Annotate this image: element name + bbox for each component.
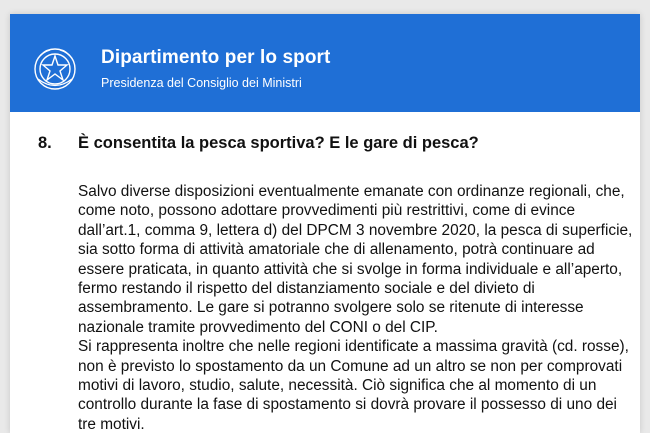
- department-subtitle: Presidenza del Consiglio dei Ministri: [101, 76, 302, 90]
- faq-question: [38, 134, 630, 153]
- page-card: [10, 14, 640, 433]
- faq-answer-paragraph-1: Salvo diverse disposizioni eventualmente emanate con ordinanze regionali, che, come noto, possono adottare provvedimenti più restrittivi, come di evince dall’art.1, comma 9, lettera d) del DPCM 3 novembre 2020, la pesca di superficie, sia sotto forma di attività amatoriale che di allenamento, potrà continuare ad essere praticata, in quanto attività che si svolge in forma individuale e all’aperto, fermo restando il rispetto del distanziamento sociale e del divieto di assembramento. Le gare si potranno svolgere solo se ritenute di interesse nazionale tramite provvedimento del CONI o del CIP.: [78, 183, 633, 336]
- faq-answer: [78, 182, 638, 433]
- faq-number: 8.: [38, 134, 52, 152]
- italian-republic-emblem-icon[interactable]: [32, 46, 78, 92]
- department-title[interactable]: Dipartimento per lo sport: [101, 47, 331, 68]
- faq-answer-paragraph-2: Si rappresenta inoltre che nelle regioni identificate a massima gravità (cd. rosse), non è previsto lo spostamento da un Comune ad un altro se non per comprovati motivi di lavoro, studio, salute, necessità. Ciò significa che al momento di un controllo durante la fase di spostamento si dovrà provare il possesso di uno dei tre motivi.: [78, 338, 629, 433]
- faq-entry: [38, 134, 633, 433]
- faq-question-text: È consentita la pesca sportiva? E le gare di pesca?: [78, 134, 479, 152]
- site-header: [10, 14, 640, 112]
